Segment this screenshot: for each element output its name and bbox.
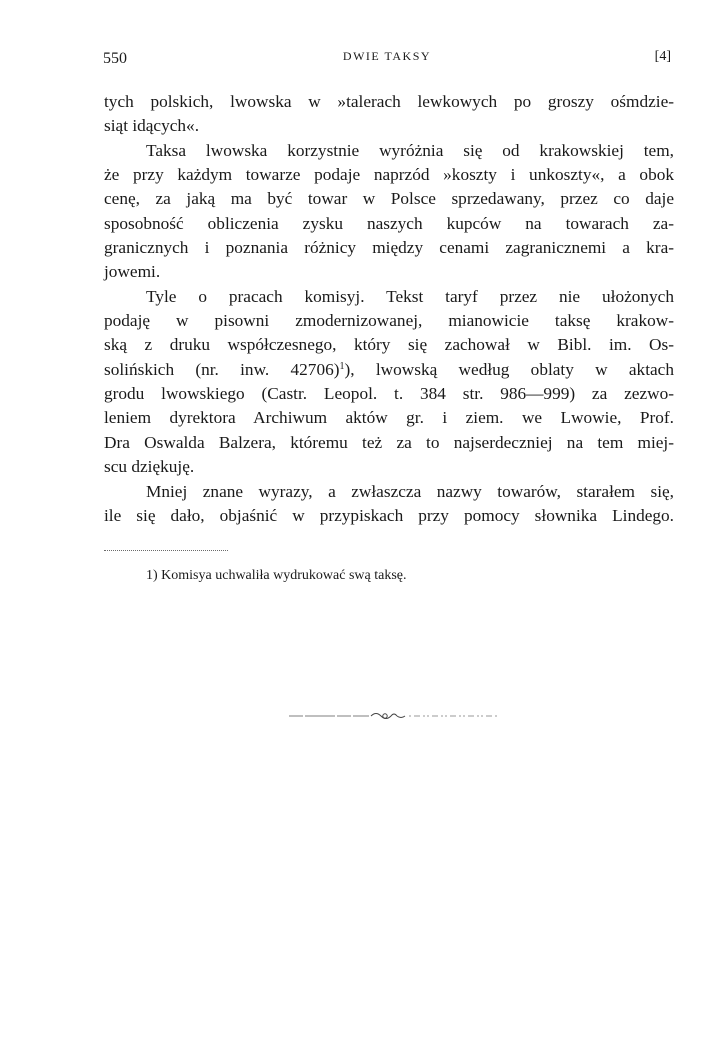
text-line: scu dziękuję. [104, 457, 195, 477]
text-line: ską z druku współczesnego, który się zachował w Bibl. im. Os- [104, 335, 674, 355]
section-mark: [4] [654, 49, 671, 64]
text-line: cenę, za jaką ma być towar w Polsce sprzedawany, przez co daje [104, 189, 674, 209]
running-title: DWIE TAKSY [342, 49, 432, 63]
text-segment: solińskich (nr. inw. 42706) [104, 359, 340, 379]
text-line-with-footnote: solińskich (nr. inw. 42706)$^1$), lwowską według oblaty w aktach [104, 359, 674, 379]
text-line: Taksa lwowska korzystnie wyróżnia się od krakowskiej tem, [146, 140, 674, 160]
footnote-marker: 1) [146, 568, 158, 583]
end-ornament [289, 708, 499, 724]
footnote-separator [104, 550, 228, 552]
text-line: siąt idących«. [104, 116, 200, 136]
text-line: tych polskich, lwowska w »talerach lewkowych po groszy ośmdzie- [104, 92, 674, 111]
footnote-reference[interactable]: 1 [339, 360, 345, 372]
text-line: Tyle o pracach komisyj. Tekst taryf przez nie ułożonych [146, 286, 674, 306]
text-line: ile się dało, objaśnić w przypiskach przy pomocy słownika Lindego. [104, 505, 674, 525]
text-line: leniem dyrektora Archiwum aktów gr. i ziem. we Lwowie, Prof. [104, 408, 674, 428]
text-line: że przy każdym towarze podaje naprzód »koszty i unkoszty«, a obok [104, 165, 674, 185]
text-line: sposobność obliczenia zysku naszych kupców na towarach za- [104, 213, 674, 233]
text-line: grodu lwowskiego (Castr. Leopol. t. 384 str. 986—999) za zezwo- [104, 384, 674, 404]
text-line: granicznych i poznania różnicy między cenami zagranicznemi a kra- [104, 238, 674, 258]
text-line: podaję w pisowni zmodernizowanej, mianowicie taksę krakow- [104, 311, 674, 331]
text-line: Mniej znane wyrazy, a zwłaszcza nazwy towarów, starałem się, [146, 481, 674, 501]
text-line: Dra Oswalda Balzera, któremu też za to najserdeczniej na tem miej- [104, 432, 674, 452]
text-segment: , lwowską według oblaty w aktach [350, 359, 674, 379]
page-number: 550 [103, 50, 127, 67]
footnote [146, 568, 407, 584]
text-line: jowemi. [104, 262, 161, 282]
body-text [104, 90, 674, 528]
footnote-text: Komisya uchwaliła wydrukować swą taksę. [161, 568, 407, 583]
running-header [103, 46, 671, 70]
